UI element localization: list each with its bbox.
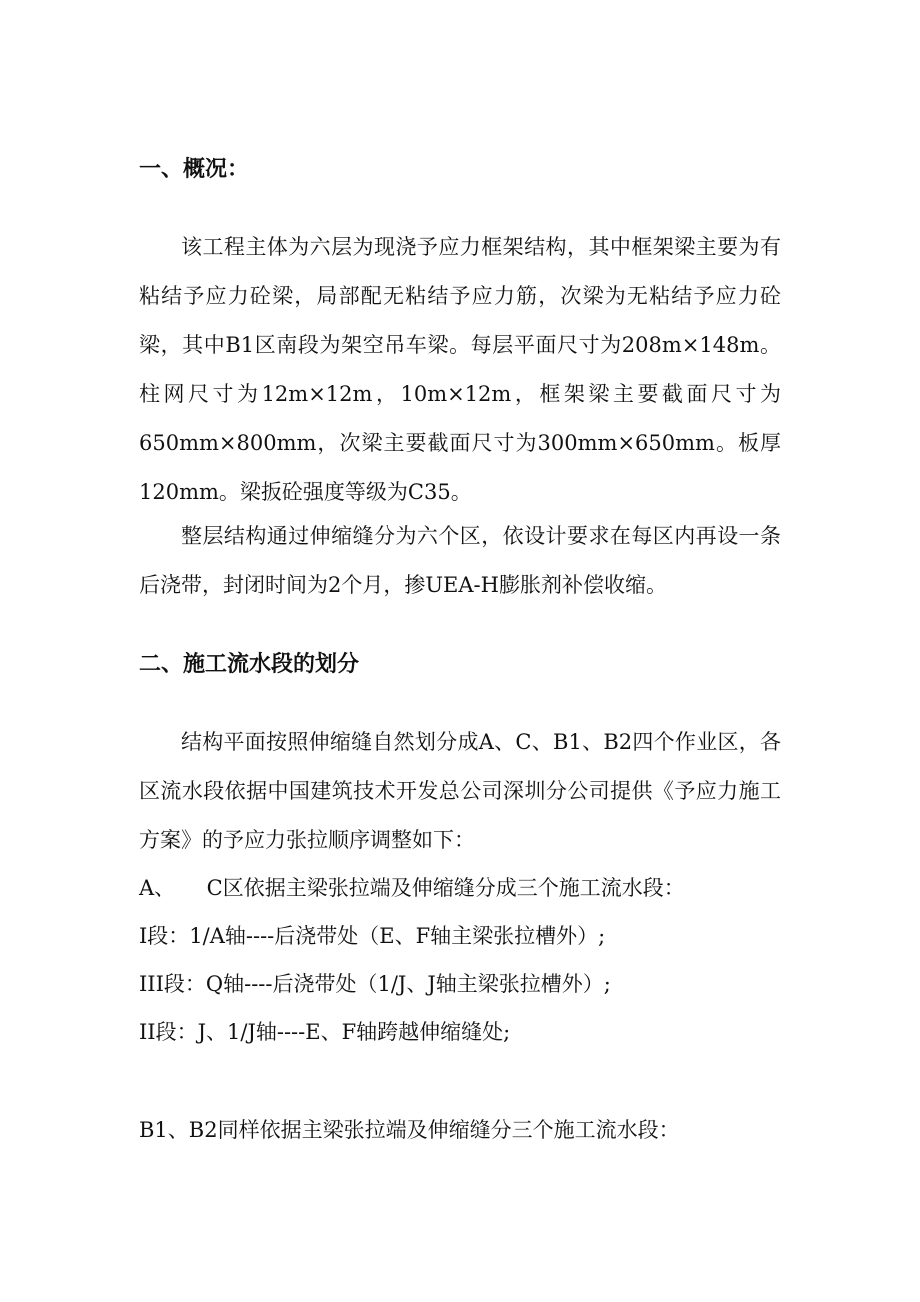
zone-b-line: B1、B2同样依据主梁张拉端及伸缩缝分三个施工流水段：: [139, 1118, 680, 1142]
segment-i-line: I段：1/A轴----后浇带处（E、F轴主梁张拉槽外）;: [139, 924, 606, 948]
overview-paragraph-1: 该工程主体为六层为现浇予应力框架结构，其中框架梁主要为有粘结予应力砼梁，局部配无粘结予应力筋，次梁为无粘结予应力砼梁，其中B1区南段为架空吊车梁。每层平面尺寸为208m×148m。柱网尺寸为12m×12m，10m×12m，框架梁主要截面尺寸为650mm×800mm，次梁主要截面尺寸为300mm×650mm。板厚120mm。梁扳砼强度等级为C35。: [139, 235, 781, 504]
overview-paragraph-2: 整层结构通过伸缩缝分为六个区，依设计要求在每区内再设一条后浇带，封闭时间为2个月，掺UEA-H膨胀剂补偿收缩。: [139, 524, 781, 597]
flow-segments-paragraph: 结构平面按照伸缩缝自然划分成A、C、B1、B2四个作业区，各区流水段依据中国建筑技术开发总公司深圳分公司提供《予应力施工方案》的予应力张拉顺序调整如下：: [139, 730, 781, 852]
section-heading-flow-segments: 二、施工流水段的划分: [139, 652, 360, 677]
segment-ii-line: II段：J、1/J轴----E、F轴跨越伸缩缝处;: [139, 1020, 511, 1044]
zone-c-line: A、 C区依据主梁张拉端及伸缩缝分成三个施工流水段：: [139, 876, 685, 900]
segment-iii-line: III段：Q轴----后浇带处（1/J、J轴主梁张拉槽外）;: [139, 972, 611, 996]
section-heading-overview: 一、概况：: [139, 157, 250, 182]
